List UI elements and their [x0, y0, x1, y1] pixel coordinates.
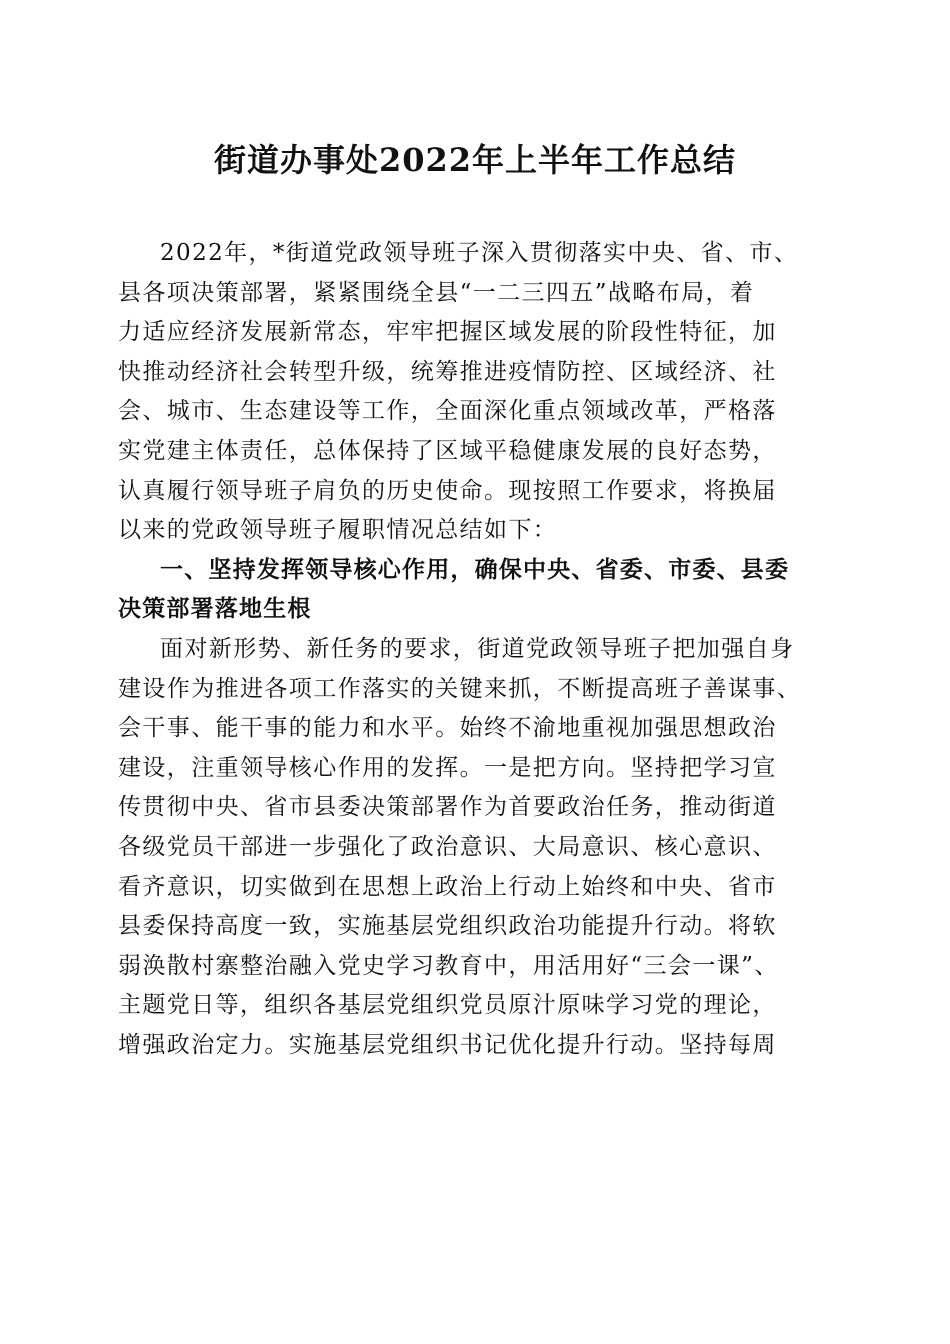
body-line-7: 认真履行领导班子肩负的历史使命。现按照工作要求，将换届 [118, 477, 777, 504]
body-line-18: 主题党日等，组织各基层党组织党员原汁原味学习党的理论， [118, 992, 777, 1019]
document-body [118, 234, 834, 1065]
body-line-13: 传贯彻中央、省市县委决策部署作为首要政治任务，推动街道 [118, 794, 777, 821]
body-line-14: 各级党员干部进一步强化了政治意识、大局意识、核心意识、 [118, 833, 777, 860]
section-heading-1-cont: 决策部署落地生根 [118, 596, 312, 623]
body-line-15: 看齐意识，切实做到在思想上政治上行动上始终和中央、省市 [118, 873, 777, 900]
document-title: 街道办事处2022年上半年工作总结 [213, 141, 737, 179]
body-line-2: 县各项决策部署，紧紧围绕全县“一二三四五”战略布局，着 [118, 279, 755, 306]
body-line-4: 快推动经济社会转型升级，统筹推进疫情防控、区域经济、社 [118, 358, 777, 385]
body-line-11: 会干事、能干事的能力和水平。始终不渝地重视加强思想政治 [118, 715, 777, 742]
body-line-1: 2022年，*街道党政领导班子深入贯彻落实中央、省、市、 [160, 240, 799, 266]
body-line-17: 弱涣散村寨整治融入党史学习教育中，用活用好“三会一课”、 [118, 952, 779, 979]
body-line-12: 建设，注重领导核心作用的发挥。一是把方向。坚持把学习宣 [118, 754, 777, 781]
body-line-8: 以来的党政领导班子履职情况总结如下： [118, 517, 558, 544]
section-heading-1: 一、坚持发挥领导核心作用，确保中央、省委、市委、县委 [160, 556, 790, 583]
body-line-9: 面对新形势、新任务的要求，街道党政领导班子把加强自身 [160, 635, 795, 662]
body-line-19: 增强政治定力。实施基层党组织书记优化提升行动。坚持每周 [118, 1031, 777, 1058]
body-line-10: 建设作为推进各项工作落实的关键来抓，不断提高班子善谋事、 [118, 675, 802, 702]
body-line-5: 会、城市、生态建设等工作，全面深化重点领域改革，严格落 [118, 398, 777, 425]
body-line-3: 力适应经济发展新常态，牢牢把握区域发展的阶段性特征，加 [118, 319, 777, 346]
body-line-6: 实党建主体责任，总体保持了区域平稳健康发展的良好态势， [118, 437, 777, 464]
body-line-16: 县委保持高度一致，实施基层党组织政治功能提升行动。将软 [118, 913, 777, 940]
